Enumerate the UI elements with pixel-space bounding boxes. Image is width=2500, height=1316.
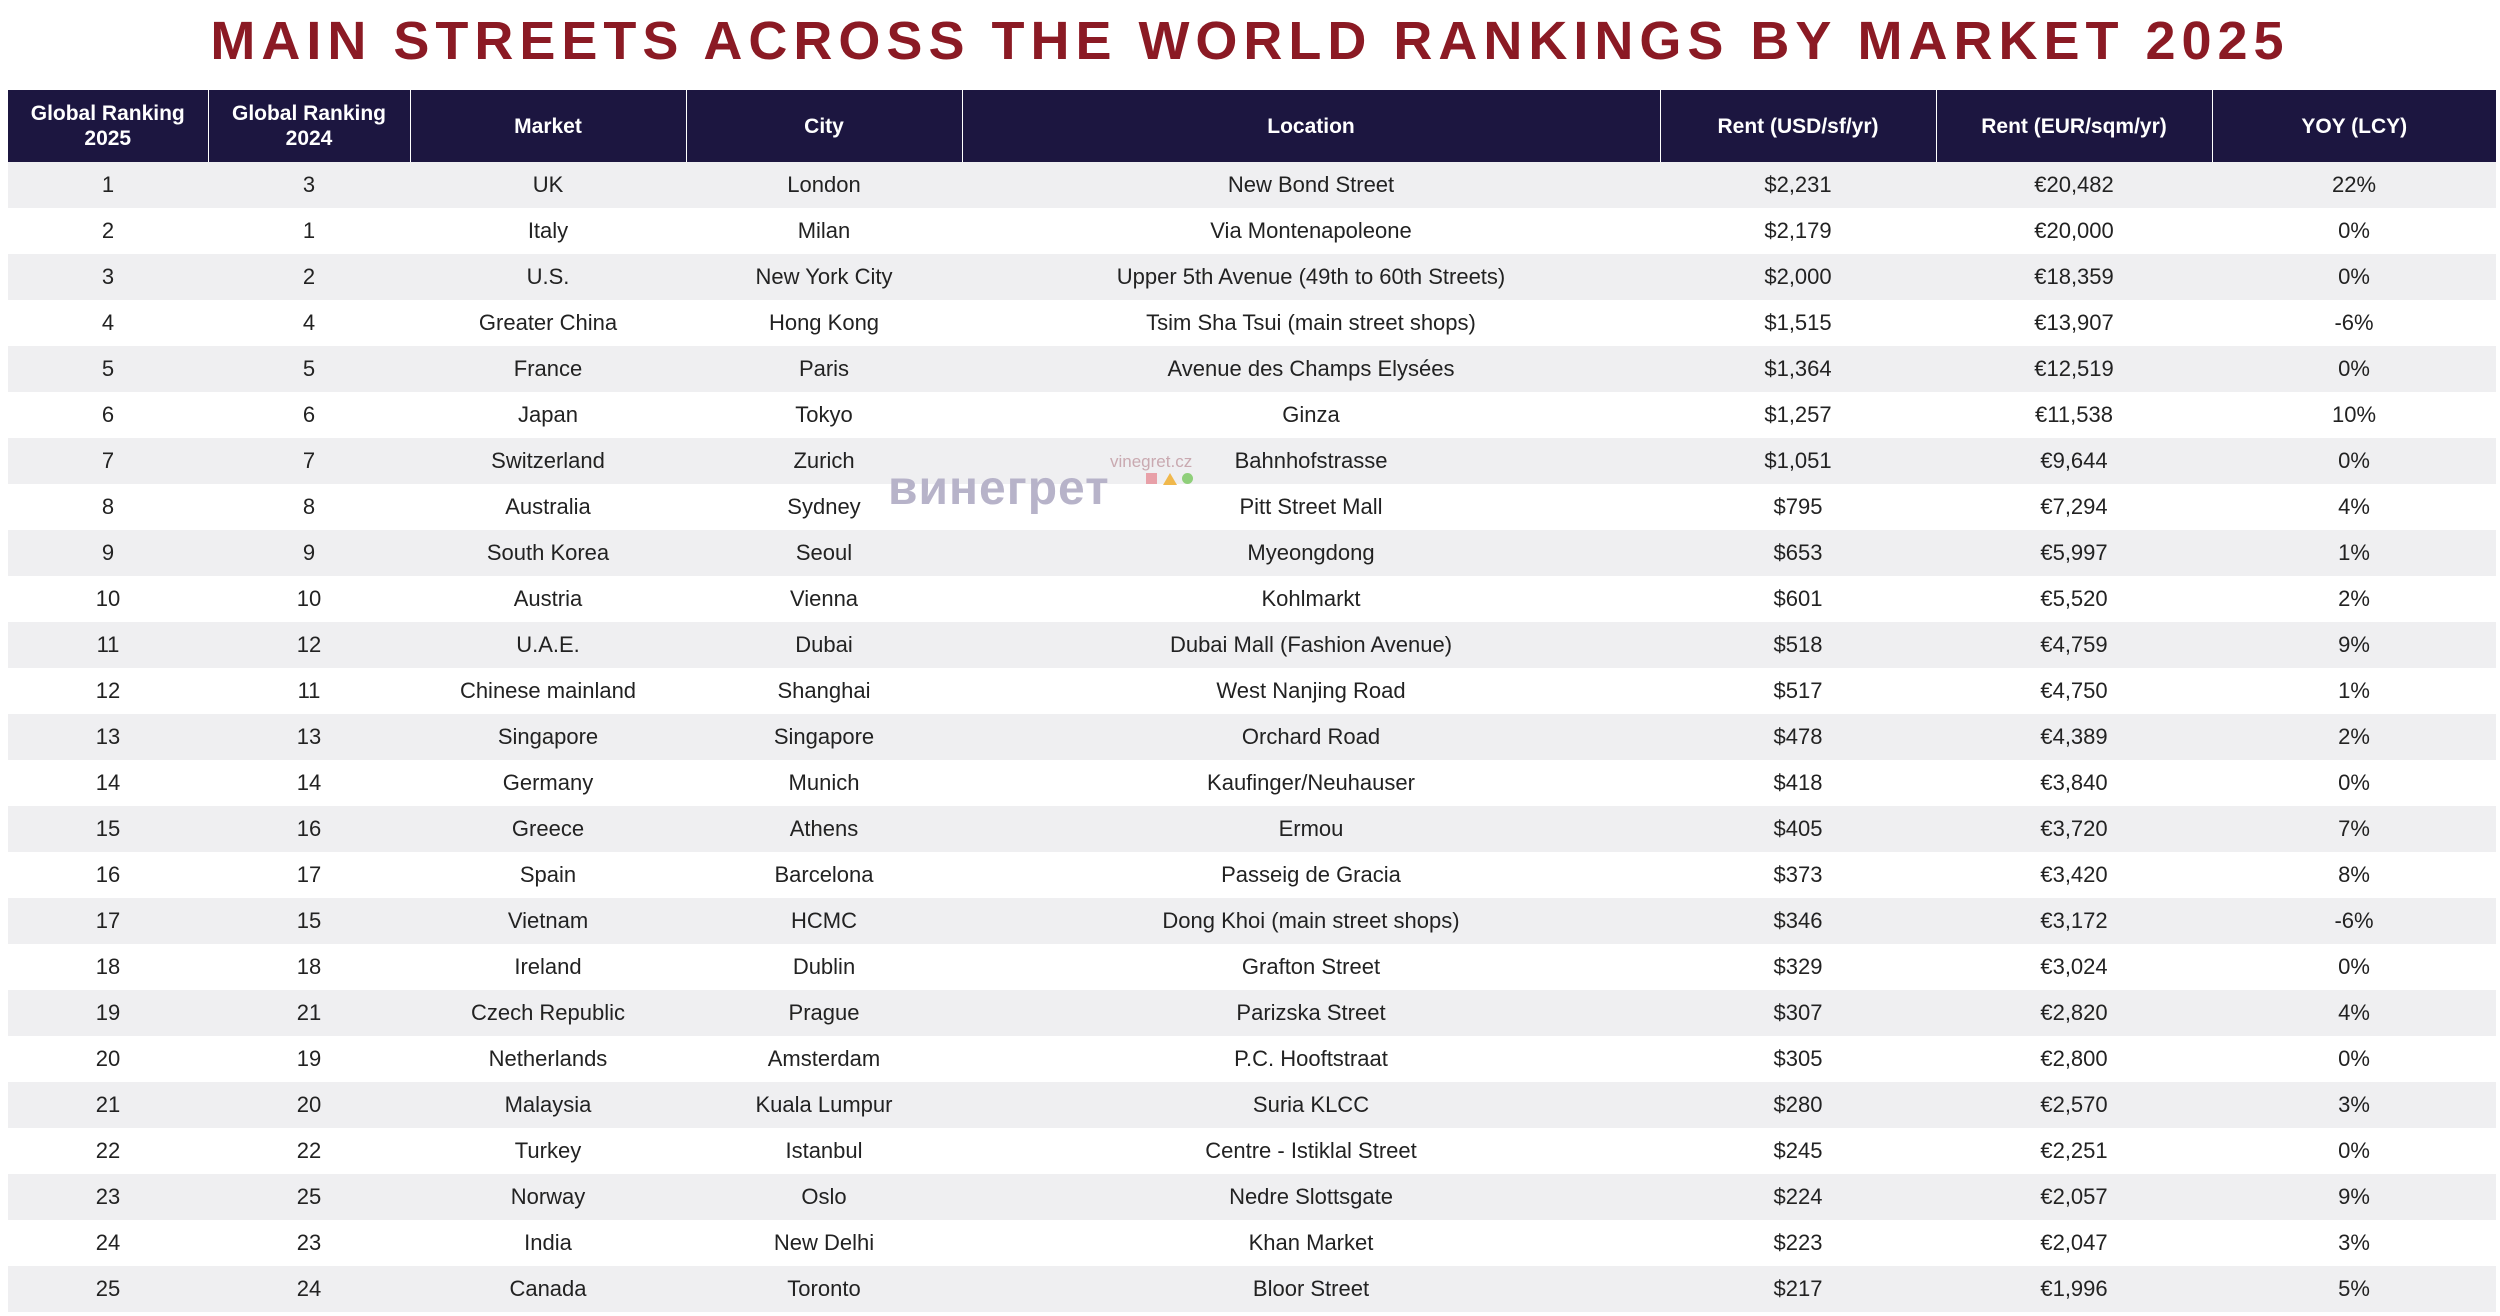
table-cell: €5,997 [1936, 530, 2212, 576]
table-cell: Barcelona [686, 852, 962, 898]
table-cell: 1 [208, 208, 410, 254]
table-cell: Paris [686, 346, 962, 392]
table-cell: Hong Kong [686, 300, 962, 346]
table-cell: 0% [2212, 944, 2496, 990]
column-header: Rent (EUR/sqm/yr) [1936, 90, 2212, 162]
table-cell: -6% [2212, 300, 2496, 346]
table-cell: Bahnhofstrasse [962, 438, 1660, 484]
watermark-site: vinegret.cz [1110, 452, 1193, 471]
table-cell: HCMC [686, 898, 962, 944]
table-cell: Tsim Sha Tsui (main street shops) [962, 300, 1660, 346]
table-cell: €9,644 [1936, 438, 2212, 484]
table-cell: Suria KLCC [962, 1082, 1660, 1128]
table-cell: 9 [8, 530, 208, 576]
table-cell: $2,000 [1660, 254, 1936, 300]
table-row [8, 300, 2496, 346]
table-cell: Singapore [410, 714, 686, 760]
table-row [8, 990, 2496, 1036]
table-cell: 0% [2212, 760, 2496, 806]
table-cell: 6 [8, 392, 208, 438]
table-cell: India [410, 1220, 686, 1266]
table-cell: 2 [8, 208, 208, 254]
table-cell: $307 [1660, 990, 1936, 1036]
table-cell: 13 [8, 714, 208, 760]
table-cell: 12 [208, 622, 410, 668]
table-row [8, 392, 2496, 438]
column-header: YOY (LCY) [2212, 90, 2496, 162]
table-cell: 24 [8, 1220, 208, 1266]
table-row [8, 622, 2496, 668]
table-cell: Nedre Slottsgate [962, 1174, 1660, 1220]
column-header: Global Ranking 2024 [208, 90, 410, 162]
table-cell: Ermou [962, 806, 1660, 852]
table-cell: Avenue des Champs Elysées [962, 346, 1660, 392]
table-cell: Prague [686, 990, 962, 1036]
table-row [8, 346, 2496, 392]
table-cell: €3,024 [1936, 944, 2212, 990]
table-cell: Kuala Lumpur [686, 1082, 962, 1128]
table-cell: $418 [1660, 760, 1936, 806]
table-cell: Chinese mainland [410, 668, 686, 714]
table-row [8, 254, 2496, 300]
table-cell: Greece [410, 806, 686, 852]
table-cell: 21 [8, 1082, 208, 1128]
table-cell: €3,172 [1936, 898, 2212, 944]
table-cell: 18 [208, 944, 410, 990]
table-cell: 20 [208, 1082, 410, 1128]
table-cell: $373 [1660, 852, 1936, 898]
table-cell: €4,389 [1936, 714, 2212, 760]
table-cell: $405 [1660, 806, 1936, 852]
table-cell: 3 [8, 254, 208, 300]
table-cell: Via Montenapoleone [962, 208, 1660, 254]
table-cell: West Nanjing Road [962, 668, 1660, 714]
table-cell: 5% [2212, 1266, 2496, 1312]
table-cell: Italy [410, 208, 686, 254]
table-cell: 10 [208, 576, 410, 622]
table-cell: Zurich [686, 438, 962, 484]
table-cell: 0% [2212, 1128, 2496, 1174]
table-cell: 9% [2212, 622, 2496, 668]
table-cell: P.C. Hooftstraat [962, 1036, 1660, 1082]
table-cell: 0% [2212, 346, 2496, 392]
table-row [8, 668, 2496, 714]
table-cell: -6% [2212, 898, 2496, 944]
table-cell: Dong Khoi (main street shops) [962, 898, 1660, 944]
table-row [8, 714, 2496, 760]
table-row [8, 1174, 2496, 1220]
table-cell: Germany [410, 760, 686, 806]
table-cell: $517 [1660, 668, 1936, 714]
table-cell: 21 [208, 990, 410, 1036]
table-row [8, 484, 2496, 530]
table-row [8, 530, 2496, 576]
table-cell: Turkey [410, 1128, 686, 1174]
table-cell: Bloor Street [962, 1266, 1660, 1312]
table-cell: Khan Market [962, 1220, 1660, 1266]
table-cell: New Delhi [686, 1220, 962, 1266]
table-cell: $1,515 [1660, 300, 1936, 346]
table-cell: €1,996 [1936, 1266, 2212, 1312]
table-cell: 8 [8, 484, 208, 530]
table-cell: $224 [1660, 1174, 1936, 1220]
table-cell: $795 [1660, 484, 1936, 530]
table-cell: Vietnam [410, 898, 686, 944]
table-cell: 10 [8, 576, 208, 622]
table-cell: $223 [1660, 1220, 1936, 1266]
table-cell: $280 [1660, 1082, 1936, 1128]
table-row [8, 1036, 2496, 1082]
table-cell: 16 [8, 852, 208, 898]
table-cell: Spain [410, 852, 686, 898]
table-cell: Oslo [686, 1174, 962, 1220]
table-cell: $1,364 [1660, 346, 1936, 392]
table-cell: €7,294 [1936, 484, 2212, 530]
table-row [8, 898, 2496, 944]
table-cell: €5,520 [1936, 576, 2212, 622]
table-cell: €3,420 [1936, 852, 2212, 898]
table-cell: €4,750 [1936, 668, 2212, 714]
watermark-brand: винегрет [888, 462, 1110, 515]
table-cell: 1% [2212, 530, 2496, 576]
table-cell: Sydney [686, 484, 962, 530]
table-cell: 18 [8, 944, 208, 990]
table-cell: €20,000 [1936, 208, 2212, 254]
table-cell: Munich [686, 760, 962, 806]
table-cell: $217 [1660, 1266, 1936, 1312]
table-cell: €2,057 [1936, 1174, 2212, 1220]
table-cell: 5 [8, 346, 208, 392]
table-cell: Czech Republic [410, 990, 686, 1036]
table-cell: Japan [410, 392, 686, 438]
page-title: MAIN STREETS ACROSS THE WORLD RANKINGS BY MARKET 2025 [210, 11, 2290, 71]
table-cell: 4% [2212, 484, 2496, 530]
table-cell: 8 [208, 484, 410, 530]
table-cell: London [686, 162, 962, 208]
table-cell: 23 [208, 1220, 410, 1266]
table-cell: 22 [8, 1128, 208, 1174]
table-cell: Upper 5th Avenue (49th to 60th Streets) [962, 254, 1660, 300]
table-cell: 0% [2212, 208, 2496, 254]
table-cell: $2,231 [1660, 162, 1936, 208]
table-cell: $518 [1660, 622, 1936, 668]
table-cell: Toronto [686, 1266, 962, 1312]
table-cell: $1,051 [1660, 438, 1936, 484]
table-cell: 1% [2212, 668, 2496, 714]
table-cell: 24 [208, 1266, 410, 1312]
table-row [8, 1082, 2496, 1128]
table-cell: 15 [8, 806, 208, 852]
column-header: Market [410, 90, 686, 162]
table-row [8, 438, 2496, 484]
table-cell: $245 [1660, 1128, 1936, 1174]
table-cell: $601 [1660, 576, 1936, 622]
table-cell: 10% [2212, 392, 2496, 438]
table-cell: €2,800 [1936, 1036, 2212, 1082]
table-cell: New Bond Street [962, 162, 1660, 208]
table-cell: 19 [208, 1036, 410, 1082]
table-cell: Austria [410, 576, 686, 622]
table-cell: 22 [208, 1128, 410, 1174]
table-cell: 0% [2212, 254, 2496, 300]
table-cell: 13 [208, 714, 410, 760]
table-cell: Dubai Mall (Fashion Avenue) [962, 622, 1660, 668]
table-cell: €3,720 [1936, 806, 2212, 852]
table-cell: UK [410, 162, 686, 208]
table-cell: Athens [686, 806, 962, 852]
table-row [8, 162, 2496, 208]
table-cell: 25 [208, 1174, 410, 1220]
table-row [8, 1128, 2496, 1174]
table-cell: 0% [2212, 438, 2496, 484]
column-header: Rent (USD/sf/yr) [1660, 90, 1936, 162]
table-row [8, 208, 2496, 254]
table-cell: 7% [2212, 806, 2496, 852]
table-cell: Ginza [962, 392, 1660, 438]
table-cell: U.S. [410, 254, 686, 300]
table-cell: Milan [686, 208, 962, 254]
table-cell: $653 [1660, 530, 1936, 576]
table-cell: €4,759 [1936, 622, 2212, 668]
table-cell: Australia [410, 484, 686, 530]
column-header: Location [962, 90, 1660, 162]
table-row [8, 944, 2496, 990]
table-cell: 0% [2212, 1036, 2496, 1082]
table-cell: 12 [8, 668, 208, 714]
table-cell: Passeig de Gracia [962, 852, 1660, 898]
table-cell: 14 [208, 760, 410, 806]
table-cell: New York City [686, 254, 962, 300]
table-cell: Amsterdam [686, 1036, 962, 1082]
table-cell: 23 [8, 1174, 208, 1220]
table-cell: €20,482 [1936, 162, 2212, 208]
table-cell: Norway [410, 1174, 686, 1220]
table-cell: €2,570 [1936, 1082, 2212, 1128]
table-cell: Canada [410, 1266, 686, 1312]
table-cell: Myeongdong [962, 530, 1660, 576]
table-cell: 11 [8, 622, 208, 668]
table-cell: $305 [1660, 1036, 1936, 1082]
table-cell: France [410, 346, 686, 392]
table-cell: Shanghai [686, 668, 962, 714]
table-header-row [8, 90, 2496, 162]
column-header: City [686, 90, 962, 162]
table-cell: €2,047 [1936, 1220, 2212, 1266]
table-cell: Greater China [410, 300, 686, 346]
table-cell: 6 [208, 392, 410, 438]
table-row [8, 576, 2496, 622]
rankings-table [8, 90, 2496, 1312]
table-cell: U.A.E. [410, 622, 686, 668]
table-cell: €2,251 [1936, 1128, 2212, 1174]
table-cell: Kaufinger/Neuhauser [962, 760, 1660, 806]
table-cell: Grafton Street [962, 944, 1660, 990]
table-cell: 25 [8, 1266, 208, 1312]
table-row [8, 760, 2496, 806]
table-cell: Centre - Istiklal Street [962, 1128, 1660, 1174]
table-row [8, 1220, 2496, 1266]
table-cell: Istanbul [686, 1128, 962, 1174]
table-row [8, 1266, 2496, 1312]
table-cell: €2,820 [1936, 990, 2212, 1036]
table-cell: 2 [208, 254, 410, 300]
table-cell: 7 [8, 438, 208, 484]
table-row [8, 806, 2496, 852]
table-cell: Tokyo [686, 392, 962, 438]
table-cell: 3% [2212, 1220, 2496, 1266]
table-cell: Switzerland [410, 438, 686, 484]
table-cell: €12,519 [1936, 346, 2212, 392]
table-cell: 4% [2212, 990, 2496, 1036]
table-cell: 19 [8, 990, 208, 1036]
table-cell: $346 [1660, 898, 1936, 944]
table-cell: 1 [8, 162, 208, 208]
table-cell: Dublin [686, 944, 962, 990]
table-cell: €13,907 [1936, 300, 2212, 346]
table-cell: Vienna [686, 576, 962, 622]
table-cell: 9% [2212, 1174, 2496, 1220]
table-cell: $2,179 [1660, 208, 1936, 254]
table-cell: $478 [1660, 714, 1936, 760]
table-cell: 3 [208, 162, 410, 208]
table-cell: 16 [208, 806, 410, 852]
table-cell: 9 [208, 530, 410, 576]
table-cell: Kohlmarkt [962, 576, 1660, 622]
table-cell: 4 [208, 300, 410, 346]
table-cell: 3% [2212, 1082, 2496, 1128]
column-header: Global Ranking 2025 [8, 90, 208, 162]
table-cell: Dubai [686, 622, 962, 668]
table-cell: Orchard Road [962, 714, 1660, 760]
table-cell: 7 [208, 438, 410, 484]
table-cell: $329 [1660, 944, 1936, 990]
table-cell: 14 [8, 760, 208, 806]
table-cell: Ireland [410, 944, 686, 990]
table-cell: 11 [208, 668, 410, 714]
table-cell: 17 [8, 898, 208, 944]
table-cell: Parizska Street [962, 990, 1660, 1036]
table-cell: 4 [8, 300, 208, 346]
table-cell: 8% [2212, 852, 2496, 898]
table-cell: 20 [8, 1036, 208, 1082]
table-cell: 17 [208, 852, 410, 898]
table-cell: South Korea [410, 530, 686, 576]
table-cell: €18,359 [1936, 254, 2212, 300]
table-row [8, 852, 2496, 898]
table-cell: €3,840 [1936, 760, 2212, 806]
table-cell: 5 [208, 346, 410, 392]
table-cell: 2% [2212, 714, 2496, 760]
table-cell: 22% [2212, 162, 2496, 208]
table-cell: Singapore [686, 714, 962, 760]
table-cell: 2% [2212, 576, 2496, 622]
table-cell: Malaysia [410, 1082, 686, 1128]
table-cell: $1,257 [1660, 392, 1936, 438]
table-cell: Seoul [686, 530, 962, 576]
table-cell: €11,538 [1936, 392, 2212, 438]
table-cell: 15 [208, 898, 410, 944]
table-cell: Netherlands [410, 1036, 686, 1082]
table-body [8, 162, 2496, 1312]
table-cell: Pitt Street Mall [962, 484, 1660, 530]
